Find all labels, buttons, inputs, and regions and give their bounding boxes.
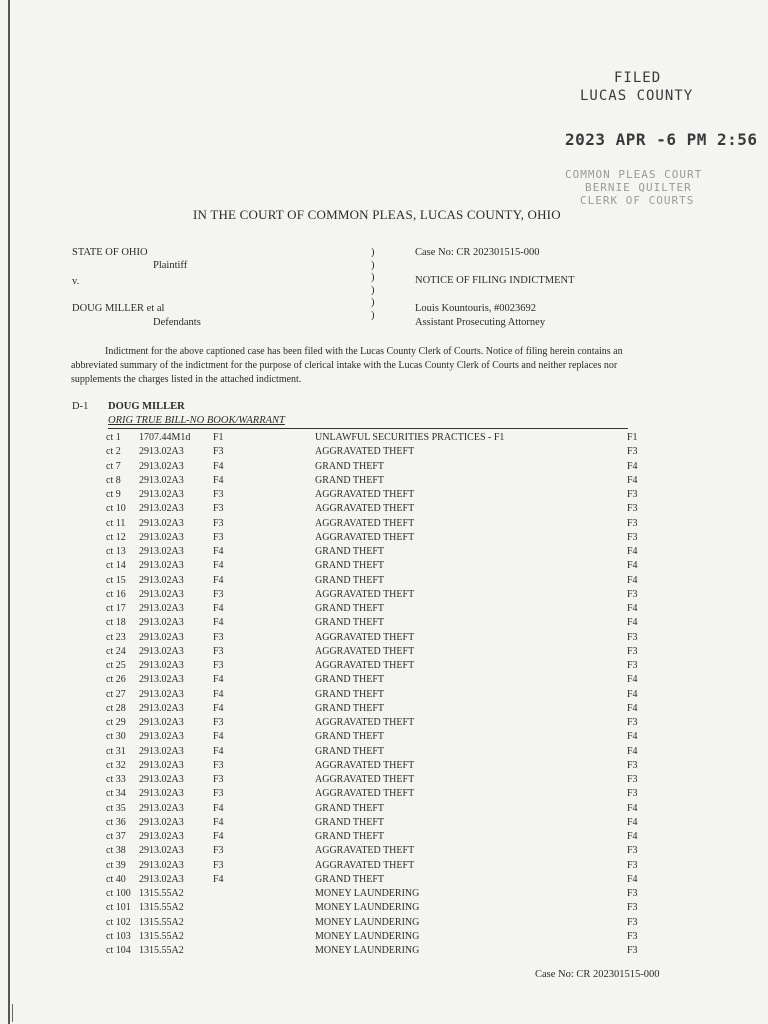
count-statute: 1707.44M1d xyxy=(139,432,191,443)
count-degree: F3 xyxy=(213,660,224,671)
count-number: ct 33 xyxy=(106,774,126,785)
count-row xyxy=(0,645,768,659)
count-description: AGGRAVATED THEFT xyxy=(315,503,415,515)
count-row xyxy=(0,844,768,858)
count-number: ct 28 xyxy=(106,702,126,714)
count-description: AGGRAVATED THEFT xyxy=(315,759,415,771)
count-row xyxy=(0,445,768,459)
count-degree: F3 xyxy=(213,774,224,785)
count-statute: 1315.55A2 xyxy=(139,888,184,899)
count-level: F3 xyxy=(627,916,638,928)
scan-edge-mark xyxy=(12,1004,13,1022)
count-description: MONEY LAUNDERING xyxy=(315,902,420,914)
count-statute: 2913.02A3 xyxy=(139,831,184,842)
counts-list xyxy=(0,431,768,958)
count-number: ct 16 xyxy=(106,588,126,600)
count-statute: 1315.55A2 xyxy=(139,945,184,956)
count-number: ct 26 xyxy=(106,674,126,686)
count-statute: 2913.02A3 xyxy=(139,688,184,700)
count-row xyxy=(0,716,768,730)
count-statute: 2913.02A3 xyxy=(139,617,184,629)
count-row xyxy=(0,887,768,901)
count-description: GRAND THEFT xyxy=(315,574,384,586)
count-statute: 2913.02A3 xyxy=(139,588,184,600)
count-row xyxy=(0,574,768,588)
case-number: Case No: CR 202301515-000 xyxy=(415,247,540,258)
count-level: F3 xyxy=(627,717,638,728)
count-degree: F4 xyxy=(213,574,224,586)
count-degree: F3 xyxy=(213,517,224,529)
count-number: ct 39 xyxy=(106,859,126,871)
count-number: ct 10 xyxy=(106,503,126,515)
count-level: F3 xyxy=(627,945,638,956)
count-row xyxy=(0,559,768,573)
count-degree: F4 xyxy=(213,802,224,814)
count-description: GRAND THEFT xyxy=(315,474,384,486)
count-level: F4 xyxy=(627,702,638,714)
count-row xyxy=(0,531,768,545)
count-number: ct 36 xyxy=(106,816,126,828)
count-row xyxy=(0,517,768,531)
count-number: ct 104 xyxy=(106,945,131,956)
count-statute: 2913.02A3 xyxy=(139,816,184,828)
clerk-stamp-line-1: COMMON PLEAS COURT xyxy=(565,168,703,181)
count-description: AGGRAVATED THEFT xyxy=(315,517,415,529)
count-description: AGGRAVATED THEFT xyxy=(315,717,415,728)
count-description: GRAND THEFT xyxy=(315,745,384,757)
count-description: GRAND THEFT xyxy=(315,603,384,614)
count-description: AGGRAVATED THEFT xyxy=(315,645,415,657)
count-statute: 2913.02A3 xyxy=(139,660,184,671)
count-degree: F4 xyxy=(213,731,224,743)
count-degree: F3 xyxy=(213,717,224,728)
notice-title: NOTICE OF FILING INDICTMENT xyxy=(415,275,575,286)
count-row xyxy=(0,460,768,474)
count-level: F3 xyxy=(627,503,638,515)
count-row xyxy=(0,944,768,958)
count-level: F3 xyxy=(627,631,638,643)
count-level: F3 xyxy=(627,859,638,871)
count-number: ct 103 xyxy=(106,930,131,942)
count-description: MONEY LAUNDERING xyxy=(315,930,420,942)
count-number: ct 32 xyxy=(106,759,126,771)
count-level: F3 xyxy=(627,888,638,899)
count-row xyxy=(0,488,768,502)
count-statute: 1315.55A2 xyxy=(139,916,184,928)
count-number: ct 8 xyxy=(106,474,121,486)
clerk-stamp-line-2: BERNIE QUILTER xyxy=(585,181,692,194)
count-statute: 1315.55A2 xyxy=(139,930,184,942)
court-title: IN THE COURT OF COMMON PLEAS, LUCAS COUNTY, OHIO xyxy=(193,207,561,222)
count-statute: 2913.02A3 xyxy=(139,531,184,543)
count-level: F4 xyxy=(627,802,638,814)
count-number: ct 2 xyxy=(106,446,121,458)
count-description: AGGRAVATED THEFT xyxy=(315,660,415,671)
count-number: ct 35 xyxy=(106,802,126,814)
heading-rule xyxy=(108,428,628,429)
count-statute: 2913.02A3 xyxy=(139,489,184,500)
count-statute: 2913.02A3 xyxy=(139,574,184,586)
count-level: F4 xyxy=(627,546,638,557)
count-degree: F4 xyxy=(213,745,224,757)
defendant-subheading: ORIG TRUE BILL-NO BOOK/WARRANT xyxy=(108,415,285,426)
count-number: ct 9 xyxy=(106,489,121,500)
count-degree: F4 xyxy=(213,603,224,614)
count-number: ct 27 xyxy=(106,688,126,700)
count-statute: 2913.02A3 xyxy=(139,802,184,814)
count-description: AGGRAVATED THEFT xyxy=(315,859,415,871)
count-statute: 2913.02A3 xyxy=(139,759,184,771)
count-degree: F3 xyxy=(213,531,224,543)
count-row xyxy=(0,673,768,687)
count-description: AGGRAVATED THEFT xyxy=(315,446,415,458)
count-description: GRAND THEFT xyxy=(315,617,384,629)
count-statute: 2913.02A3 xyxy=(139,873,184,885)
clerk-stamp-line-3: CLERK OF COURTS xyxy=(580,194,695,207)
count-degree: F3 xyxy=(213,859,224,871)
count-statute: 2913.02A3 xyxy=(139,717,184,728)
count-row xyxy=(0,702,768,716)
count-row xyxy=(0,816,768,830)
count-statute: 2913.02A3 xyxy=(139,603,184,614)
count-row xyxy=(0,631,768,645)
count-description: GRAND THEFT xyxy=(315,816,384,828)
count-description: AGGRAVATED THEFT xyxy=(315,788,415,800)
count-level: F4 xyxy=(627,816,638,828)
count-description: AGGRAVATED THEFT xyxy=(315,489,415,500)
intro-paragraph: Indictment for the above captioned case has been filed with the Lucas County Clerk of Courts. Notice of filing herein contains an abbreviated summary of the indictment for the purpose of clerical intake with the Lucas County Clerk of Courts and neither replaces nor supplements the charges listed in the attached indictment. xyxy=(71,346,623,385)
count-row xyxy=(0,730,768,744)
count-degree: F4 xyxy=(213,474,224,486)
count-description: AGGRAVATED THEFT xyxy=(315,845,415,857)
count-degree: F4 xyxy=(213,674,224,686)
count-degree: F4 xyxy=(213,546,224,557)
count-row xyxy=(0,901,768,915)
count-level: F4 xyxy=(627,474,638,486)
count-number: ct 18 xyxy=(106,617,126,629)
count-description: GRAND THEFT xyxy=(315,731,384,743)
count-statute: 2913.02A3 xyxy=(139,745,184,757)
count-row xyxy=(0,830,768,844)
count-statute: 2913.02A3 xyxy=(139,788,184,800)
count-row xyxy=(0,502,768,516)
count-statute: 2913.02A3 xyxy=(139,560,184,572)
count-row xyxy=(0,545,768,559)
count-degree: F3 xyxy=(213,631,224,643)
count-level: F4 xyxy=(627,603,638,614)
count-statute: 2913.02A3 xyxy=(139,546,184,557)
count-row xyxy=(0,759,768,773)
count-row xyxy=(0,688,768,702)
count-level: F4 xyxy=(627,831,638,842)
count-description: GRAND THEFT xyxy=(315,546,384,557)
count-degree: F4 xyxy=(213,702,224,714)
count-row xyxy=(0,588,768,602)
count-description: MONEY LAUNDERING xyxy=(315,888,420,899)
count-level: F4 xyxy=(627,574,638,586)
count-statute: 2913.02A3 xyxy=(139,631,184,643)
count-description: GRAND THEFT xyxy=(315,873,384,885)
count-degree: F1 xyxy=(213,432,224,443)
count-level: F4 xyxy=(627,688,638,700)
count-description: GRAND THEFT xyxy=(315,688,384,700)
count-number: ct 13 xyxy=(106,546,126,557)
count-number: ct 38 xyxy=(106,845,126,857)
count-degree: F4 xyxy=(213,460,224,472)
count-number: ct 30 xyxy=(106,731,126,743)
count-description: MONEY LAUNDERING xyxy=(315,945,420,956)
count-description: AGGRAVATED THEFT xyxy=(315,631,415,643)
attorney-name: Louis Kountouris, #0023692 xyxy=(415,303,537,314)
count-number: ct 17 xyxy=(106,603,126,614)
count-degree: F3 xyxy=(213,446,224,458)
count-number: ct 37 xyxy=(106,831,126,842)
count-description: AGGRAVATED THEFT xyxy=(315,531,415,543)
count-number: ct 11 xyxy=(106,517,126,529)
plaintiff-name: STATE OF OHIO xyxy=(72,247,148,258)
count-degree: F4 xyxy=(213,816,224,828)
count-level: F3 xyxy=(627,774,638,785)
count-degree: F3 xyxy=(213,588,224,600)
count-level: F4 xyxy=(627,745,638,757)
count-statute: 2913.02A3 xyxy=(139,474,184,486)
count-number: ct 15 xyxy=(106,574,126,586)
count-number: ct 29 xyxy=(106,717,126,728)
count-number: ct 23 xyxy=(106,631,126,643)
count-number: ct 31 xyxy=(106,745,126,757)
count-degree: F4 xyxy=(213,560,224,572)
count-description: GRAND THEFT xyxy=(315,802,384,814)
count-description: GRAND THEFT xyxy=(315,831,384,842)
count-level: F3 xyxy=(627,588,638,600)
count-row xyxy=(0,659,768,673)
filed-stamp-county: LUCAS COUNTY xyxy=(580,88,694,104)
count-statute: 2913.02A3 xyxy=(139,845,184,857)
count-row xyxy=(0,474,768,488)
count-statute: 2913.02A3 xyxy=(139,702,184,714)
count-statute: 2913.02A3 xyxy=(139,859,184,871)
count-number: ct 100 xyxy=(106,888,131,899)
count-row xyxy=(0,930,768,944)
count-statute: 2913.02A3 xyxy=(139,674,184,686)
defendant-label: D-1 xyxy=(72,401,89,412)
count-number: ct 40 xyxy=(106,873,126,885)
count-number: ct 12 xyxy=(106,531,126,543)
count-statute: 2913.02A3 xyxy=(139,503,184,515)
count-level: F1 xyxy=(627,432,638,443)
count-description: UNLAWFUL SECURITIES PRACTICES - F1 xyxy=(315,432,505,443)
count-level: F4 xyxy=(627,731,638,743)
count-degree: F4 xyxy=(213,831,224,842)
defendant-name: DOUG MILLER et al xyxy=(72,303,165,314)
count-level: F3 xyxy=(627,446,638,458)
count-row xyxy=(0,616,768,630)
caption-parentheses: ) ) ) ) ) ) xyxy=(371,247,375,321)
count-level: F3 xyxy=(627,902,638,914)
count-description: GRAND THEFT xyxy=(315,674,384,686)
count-statute: 2913.02A3 xyxy=(139,731,184,743)
count-level: F4 xyxy=(627,674,638,686)
count-statute: 1315.55A2 xyxy=(139,902,184,914)
count-degree: F3 xyxy=(213,845,224,857)
count-degree: F3 xyxy=(213,503,224,515)
count-level: F4 xyxy=(627,560,638,572)
plaintiff-role: Plaintiff xyxy=(153,260,188,271)
count-level: F4 xyxy=(627,460,638,472)
count-statute: 2913.02A3 xyxy=(139,460,184,472)
count-row xyxy=(0,916,768,930)
count-level: F4 xyxy=(627,617,638,629)
count-level: F3 xyxy=(627,930,638,942)
count-number: ct 24 xyxy=(106,645,126,657)
count-description: GRAND THEFT xyxy=(315,702,384,714)
count-level: F3 xyxy=(627,531,638,543)
count-level: F3 xyxy=(627,489,638,500)
count-degree: F3 xyxy=(213,788,224,800)
count-degree: F4 xyxy=(213,617,224,629)
count-description: MONEY LAUNDERING xyxy=(315,916,420,928)
count-degree: F4 xyxy=(213,873,224,885)
count-description: GRAND THEFT xyxy=(315,560,384,572)
count-description: GRAND THEFT xyxy=(315,460,384,472)
count-number: ct 102 xyxy=(106,916,131,928)
count-number: ct 7 xyxy=(106,460,121,472)
count-number: ct 1 xyxy=(106,432,121,443)
filed-stamp: FILED xyxy=(614,70,662,86)
count-degree: F3 xyxy=(213,489,224,500)
count-description: AGGRAVATED THEFT xyxy=(315,588,415,600)
count-number: ct 34 xyxy=(106,788,126,800)
count-degree: F3 xyxy=(213,645,224,657)
count-level: F3 xyxy=(627,645,638,657)
count-statute: 2913.02A3 xyxy=(139,517,184,529)
count-statute: 2913.02A3 xyxy=(139,774,184,785)
attorney-title: Assistant Prosecuting Attorney xyxy=(415,317,546,328)
footer-case-number: Case No: CR 202301515-000 xyxy=(535,969,660,980)
count-level: F4 xyxy=(627,873,638,885)
count-statute: 2913.02A3 xyxy=(139,645,184,657)
defendant-heading: DOUG MILLER xyxy=(108,401,185,412)
count-number: ct 101 xyxy=(106,902,131,914)
count-row xyxy=(0,873,768,887)
count-row xyxy=(0,602,768,616)
count-degree: F4 xyxy=(213,688,224,700)
defendant-role: Defendants xyxy=(153,317,201,328)
count-statute: 2913.02A3 xyxy=(139,446,184,458)
filed-stamp-date: 2023 APR -6 PM 2:56 xyxy=(565,130,758,149)
count-level: F3 xyxy=(627,517,638,529)
count-level: F3 xyxy=(627,660,638,671)
count-level: F3 xyxy=(627,759,638,771)
count-row xyxy=(0,745,768,759)
count-degree: F3 xyxy=(213,759,224,771)
versus: v. xyxy=(72,276,80,287)
count-number: ct 25 xyxy=(106,660,126,671)
count-description: AGGRAVATED THEFT xyxy=(315,774,415,785)
count-number: ct 14 xyxy=(106,560,126,572)
count-row xyxy=(0,773,768,787)
count-row xyxy=(0,431,768,445)
count-level: F3 xyxy=(627,845,638,857)
count-row xyxy=(0,787,768,801)
count-level: F3 xyxy=(627,788,638,800)
count-row xyxy=(0,802,768,816)
count-row xyxy=(0,859,768,873)
